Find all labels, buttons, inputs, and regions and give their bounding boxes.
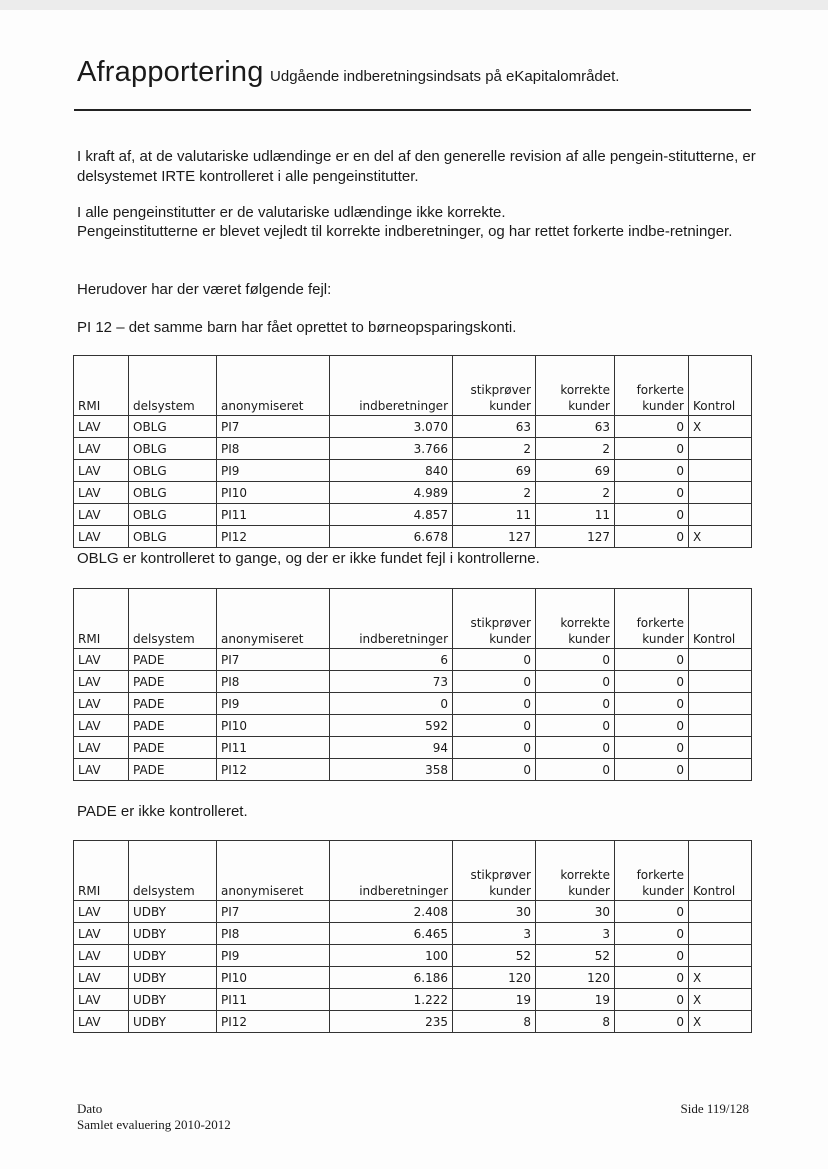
table-cell: 63: [453, 416, 536, 438]
header-stikproever-kunder: stikprøver kunder: [453, 356, 536, 416]
table-cell: LAV: [74, 901, 129, 923]
header-korrekte-kunder: korrekte kunder: [536, 589, 615, 649]
header-anonymiseret: anonymiseret: [217, 356, 330, 416]
table-cell: PI9: [217, 693, 330, 715]
table-cell: LAV: [74, 737, 129, 759]
table-cell: 2.408: [330, 901, 453, 923]
table-cell: PI10: [217, 715, 330, 737]
table-cell: PI10: [217, 482, 330, 504]
table-cell: [689, 460, 752, 482]
table-cell: 30: [536, 901, 615, 923]
table-cell: 0: [615, 967, 689, 989]
table-cell: 0: [453, 693, 536, 715]
table-cell: X: [689, 526, 752, 548]
table-cell: 3: [536, 923, 615, 945]
table-header-row: [74, 356, 752, 416]
table-cell: LAV: [74, 923, 129, 945]
header-indberetninger: indberetninger: [330, 589, 453, 649]
header-divider: [74, 109, 751, 111]
table-cell: 0: [536, 693, 615, 715]
table-row: [74, 693, 752, 715]
table-cell: [689, 671, 752, 693]
table-row: [74, 482, 752, 504]
table-cell: OBLG: [129, 504, 217, 526]
table-cell: [689, 945, 752, 967]
table-cell: PI11: [217, 504, 330, 526]
table-row: [74, 945, 752, 967]
header-korrekte-kunder: korrekte kunder: [536, 356, 615, 416]
table-cell: 73: [330, 671, 453, 693]
paragraph-3: Pengeinstitutterne er blevet vejledt til korrekte indberetninger, og har rettet forkerte indbe-retninger.: [77, 223, 733, 240]
table-row: [74, 526, 752, 548]
scan-edge: [0, 0, 828, 10]
table-cell: LAV: [74, 715, 129, 737]
table-cell: PADE: [129, 737, 217, 759]
table-cell: 6.465: [330, 923, 453, 945]
header-delsystem: delsystem: [129, 841, 217, 901]
table-header-row: [74, 589, 752, 649]
table-header-row: [74, 841, 752, 901]
table-cell: X: [689, 989, 752, 1011]
footer-date-label: Dato: [77, 1101, 103, 1116]
table-cell: X: [689, 967, 752, 989]
table-row: [74, 649, 752, 671]
table-cell: 69: [453, 460, 536, 482]
table-cell: LAV: [74, 945, 129, 967]
table-cell: PI12: [217, 1011, 330, 1033]
table-cell: OBLG: [129, 526, 217, 548]
table-cell: 4.857: [330, 504, 453, 526]
header-kontrol: Kontrol: [689, 356, 752, 416]
table-cell: 1.222: [330, 989, 453, 1011]
table-cell: 19: [453, 989, 536, 1011]
table-cell: 127: [536, 526, 615, 548]
table-cell: UDBY: [129, 989, 217, 1011]
table-cell: PI11: [217, 737, 330, 759]
table-cell: 100: [330, 945, 453, 967]
table-cell: LAV: [74, 693, 129, 715]
table-cell: UDBY: [129, 967, 217, 989]
table-cell: 0: [615, 438, 689, 460]
table-cell: 8: [536, 1011, 615, 1033]
table-cell: PI8: [217, 438, 330, 460]
table-row: [74, 416, 752, 438]
page-subtitle: Udgående indberetningsindsats på eKapitalområdet.: [270, 68, 620, 85]
header-rmi: RMI: [74, 589, 129, 649]
table-cell: 0: [615, 945, 689, 967]
table-row: [74, 715, 752, 737]
table-cell: UDBY: [129, 923, 217, 945]
table-cell: PI9: [217, 460, 330, 482]
table-cell: 52: [453, 945, 536, 967]
table-cell: 0: [615, 671, 689, 693]
table-cell: LAV: [74, 416, 129, 438]
table-cell: [689, 923, 752, 945]
table-cell: LAV: [74, 649, 129, 671]
table-cell: 0: [615, 504, 689, 526]
table-row: [74, 438, 752, 460]
table-row: [74, 923, 752, 945]
paragraph-4: Herudover har der været følgende fejl:: [77, 281, 332, 298]
header-korrekte-kunder: korrekte kunder: [536, 841, 615, 901]
table-cell: 0: [536, 715, 615, 737]
table-row: [74, 671, 752, 693]
table-cell: 69: [536, 460, 615, 482]
data-table: [73, 840, 752, 1033]
table-cell: 2: [453, 438, 536, 460]
table-row: [74, 504, 752, 526]
table-cell: 4.989: [330, 482, 453, 504]
table-caption: PADE er ikke kontrolleret.: [77, 803, 248, 820]
table-cell: PI11: [217, 989, 330, 1011]
table-cell: 11: [536, 504, 615, 526]
table-cell: LAV: [74, 438, 129, 460]
header-delsystem: delsystem: [129, 589, 217, 649]
footer-page-number: Side 119/128: [680, 1101, 749, 1116]
footer-left: [77, 1101, 231, 1133]
table-cell: 0: [615, 460, 689, 482]
table-cell: PI8: [217, 923, 330, 945]
header-stikproever-kunder: stikprøver kunder: [453, 841, 536, 901]
table-cell: [689, 715, 752, 737]
page-header: [77, 56, 619, 89]
table-cell: LAV: [74, 989, 129, 1011]
table-cell: LAV: [74, 671, 129, 693]
table-cell: LAV: [74, 504, 129, 526]
table-cell: 0: [615, 482, 689, 504]
table-cell: PADE: [129, 693, 217, 715]
table-cell: 2: [453, 482, 536, 504]
table-row: [74, 1011, 752, 1033]
table-row: [74, 759, 752, 781]
table-cell: PI9: [217, 945, 330, 967]
table-cell: 840: [330, 460, 453, 482]
table-cell: LAV: [74, 482, 129, 504]
table-cell: [689, 649, 752, 671]
table-cell: 0: [615, 416, 689, 438]
table-cell: 0: [615, 649, 689, 671]
header-kontrol: Kontrol: [689, 841, 752, 901]
table-cell: OBLG: [129, 482, 217, 504]
header-indberetninger: indberetninger: [330, 356, 453, 416]
table-row: [74, 989, 752, 1011]
table-cell: 358: [330, 759, 453, 781]
header-forkerte-kunder: forkerte kunder: [615, 356, 689, 416]
table-cell: UDBY: [129, 945, 217, 967]
table-cell: 0: [615, 923, 689, 945]
table-cell: PADE: [129, 715, 217, 737]
paragraph-1: I kraft af, at de valutariske udlændinge er en del af den generelle revision af alle pengein-stitutterne, er delsystemet IRTE kontrolleret i alle pengeinstitutter.: [77, 148, 756, 185]
table-cell: 127: [453, 526, 536, 548]
table-cell: 0: [615, 715, 689, 737]
table-cell: 0: [615, 526, 689, 548]
table-cell: PI10: [217, 967, 330, 989]
table-cell: [689, 693, 752, 715]
table-cell: 0: [536, 737, 615, 759]
table-cell: 120: [536, 967, 615, 989]
footer-document-name: Samlet evaluering 2010-2012: [77, 1117, 231, 1132]
table-cell: LAV: [74, 1011, 129, 1033]
header-indberetninger: indberetninger: [330, 841, 453, 901]
table-cell: X: [689, 1011, 752, 1033]
table-cell: PADE: [129, 649, 217, 671]
table-cell: 0: [536, 649, 615, 671]
table-cell: PI12: [217, 526, 330, 548]
table-cell: 0: [615, 1011, 689, 1033]
table-cell: 0: [615, 901, 689, 923]
table-cell: 0: [453, 737, 536, 759]
table-cell: 94: [330, 737, 453, 759]
header-delsystem: delsystem: [129, 356, 217, 416]
header-anonymiseret: anonymiseret: [217, 841, 330, 901]
table-cell: [689, 737, 752, 759]
table-cell: PI7: [217, 901, 330, 923]
table-cell: [689, 482, 752, 504]
table-cell: 63: [536, 416, 615, 438]
table-cell: 11: [453, 504, 536, 526]
header-anonymiseret: anonymiseret: [217, 589, 330, 649]
table-cell: 0: [536, 671, 615, 693]
table-cell: 0: [615, 759, 689, 781]
table-cell: PI7: [217, 416, 330, 438]
table-cell: 0: [453, 715, 536, 737]
table-cell: 3.766: [330, 438, 453, 460]
paragraph-2: I alle pengeinstitutter er de valutariske udlændinge ikke korrekte.: [77, 204, 506, 221]
table-cell: 0: [453, 671, 536, 693]
table-cell: [689, 901, 752, 923]
table-cell: OBLG: [129, 416, 217, 438]
table-cell: PI12: [217, 759, 330, 781]
table-cell: 3: [453, 923, 536, 945]
table-cell: [689, 759, 752, 781]
table-cell: 6.678: [330, 526, 453, 548]
table-cell: 52: [536, 945, 615, 967]
table-cell: OBLG: [129, 438, 217, 460]
table-row: [74, 967, 752, 989]
table-cell: 6: [330, 649, 453, 671]
paragraph-5: PI 12 – det samme barn har fået oprettet to børneopsparingskonti.: [77, 319, 517, 336]
data-table: [73, 355, 752, 548]
table-cell: 2: [536, 482, 615, 504]
table-cell: 0: [536, 759, 615, 781]
page-title: Afrapportering: [77, 56, 264, 88]
header-kontrol: Kontrol: [689, 589, 752, 649]
table-cell: UDBY: [129, 901, 217, 923]
table-cell: 0: [330, 693, 453, 715]
table-cell: LAV: [74, 967, 129, 989]
table-cell: 6.186: [330, 967, 453, 989]
table-row: [74, 737, 752, 759]
header-stikproever-kunder: stikprøver kunder: [453, 589, 536, 649]
table-cell: LAV: [74, 526, 129, 548]
table-cell: 235: [330, 1011, 453, 1033]
header-rmi: RMI: [74, 841, 129, 901]
table-cell: PADE: [129, 759, 217, 781]
table-cell: 0: [453, 649, 536, 671]
table-cell: PI8: [217, 671, 330, 693]
table-cell: X: [689, 416, 752, 438]
table-cell: LAV: [74, 759, 129, 781]
table-cell: 0: [453, 759, 536, 781]
table-cell: LAV: [74, 460, 129, 482]
table-cell: 30: [453, 901, 536, 923]
table-cell: 592: [330, 715, 453, 737]
table-cell: [689, 438, 752, 460]
table-cell: 0: [615, 737, 689, 759]
table-cell: 120: [453, 967, 536, 989]
table-cell: PI7: [217, 649, 330, 671]
table-cell: PADE: [129, 671, 217, 693]
table-row: [74, 901, 752, 923]
table-cell: 8: [453, 1011, 536, 1033]
header-forkerte-kunder: forkerte kunder: [615, 589, 689, 649]
table-cell: OBLG: [129, 460, 217, 482]
header-forkerte-kunder: forkerte kunder: [615, 841, 689, 901]
table-cell: [689, 504, 752, 526]
table-cell: 19: [536, 989, 615, 1011]
table-caption: OBLG er kontrolleret to gange, og der er ikke fundet fejl i kontrollerne.: [77, 550, 540, 567]
table-cell: 3.070: [330, 416, 453, 438]
table-cell: 0: [615, 693, 689, 715]
table-cell: 0: [615, 989, 689, 1011]
data-table: [73, 588, 752, 781]
table-cell: UDBY: [129, 1011, 217, 1033]
table-cell: 2: [536, 438, 615, 460]
table-row: [74, 460, 752, 482]
header-rmi: RMI: [74, 356, 129, 416]
